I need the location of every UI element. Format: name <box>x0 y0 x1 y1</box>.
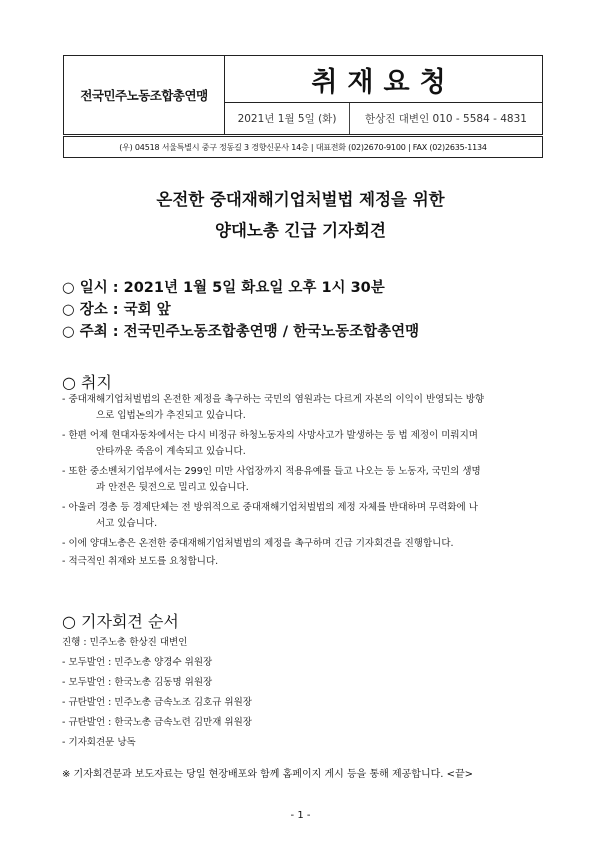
distribution-note: ※ 기자회견문과 보도자료는 당일 현장배포와 함께 홈페이지 게시 등을 통해 제공합니다. <끝> <box>62 769 474 780</box>
order-item: - 모두발언 : 한국노총 김동명 위원장 <box>62 677 213 688</box>
address-bar: (우) 04518 서울특별시 중구 정동길 3 경향신문사 14층 | 대표전화 (02)2670-9100 | FAX (02)2635-1134 <box>63 136 543 158</box>
purpose-item <box>62 554 540 570</box>
event-place: ○ 장소 : 국회 앞 <box>62 302 171 318</box>
purpose-item <box>62 428 540 460</box>
headline-line-2: 양대노총 긴급 기자회견 <box>215 221 386 240</box>
order-item: - 모두발언 : 민주노총 양경수 위원장 <box>62 657 213 668</box>
purpose-item-line: - 한편 어제 현대자동차에서는 다시 비정규 하청노동자의 사망사고가 발생하는 등 법 제정이 미뤄지며 <box>62 430 478 441</box>
purpose-item <box>62 464 540 496</box>
purpose-item-continuation: 안타까운 죽음이 계속되고 있습니다. <box>96 446 246 457</box>
purpose-item <box>62 392 540 424</box>
purpose-heading: ○ 취지 <box>62 373 112 392</box>
purpose-item-continuation: 과 안전은 뒷전으로 밀리고 있습니다. <box>96 482 249 493</box>
purpose-item-continuation: 으로 입법논의가 추진되고 있습니다. <box>96 410 246 421</box>
event-host: ○ 주최 : 전국민주노동조합총연맹 / 한국노동조합총연맹 <box>62 324 420 340</box>
order-heading: ○ 기자회견 순서 <box>62 612 179 631</box>
purpose-item <box>62 500 540 532</box>
spokesperson-contact: 한상진 대변인 010 - 5584 - 4831 <box>365 113 527 125</box>
event-date: ○ 일시 : 2021년 1월 5일 화요일 오후 1시 30분 <box>62 280 385 296</box>
purpose-item <box>62 536 540 552</box>
purpose-item-line: - 또한 중소벤처기업부에서는 299인 미만 사업장까지 적용유예를 들고 나오는 등 노동자, 국민의 생명 <box>62 466 481 477</box>
header-box <box>63 55 543 135</box>
order-item: - 기자회견문 낭독 <box>62 737 136 748</box>
purpose-item-line: - 중대재해기업처벌법의 온전한 제정을 촉구하는 국민의 염원과는 다르게 자본의 이익이 반영되는 방향 <box>62 394 485 405</box>
purpose-item-continuation: 서고 있습니다. <box>96 518 158 529</box>
release-date: 2021년 1월 5일 (화) <box>225 103 350 134</box>
purpose-item-line: - 아울러 경총 등 경제단체는 전 방위적으로 중대재해기업처벌법의 제정 자체를 반대하며 무력화에 나 <box>62 502 478 513</box>
organization-name: 전국민주노동조합총연맹 <box>64 56 225 134</box>
purpose-item-line: - 적극적인 취재와 보도를 요청합니다. <box>62 556 219 567</box>
purpose-item-line: - 이에 양대노총은 온전한 중대재해기업처벌법의 제정을 촉구하며 긴급 기자회견을 진행합니다. <box>62 538 454 549</box>
headline-line-1: 온전한 중대재해기업처벌법 제정을 위한 <box>156 190 445 209</box>
document-title: 취재요청 <box>225 56 542 103</box>
order-item: - 규탄발언 : 민주노총 금속노조 김호규 위원장 <box>62 697 252 708</box>
order-item: - 규탄발언 : 한국노총 금속노련 김만재 위원장 <box>62 717 252 728</box>
page-number: - 1 - <box>290 810 311 821</box>
order-item-moderator: 진행 : 민주노총 한상진 대변인 <box>62 637 188 648</box>
